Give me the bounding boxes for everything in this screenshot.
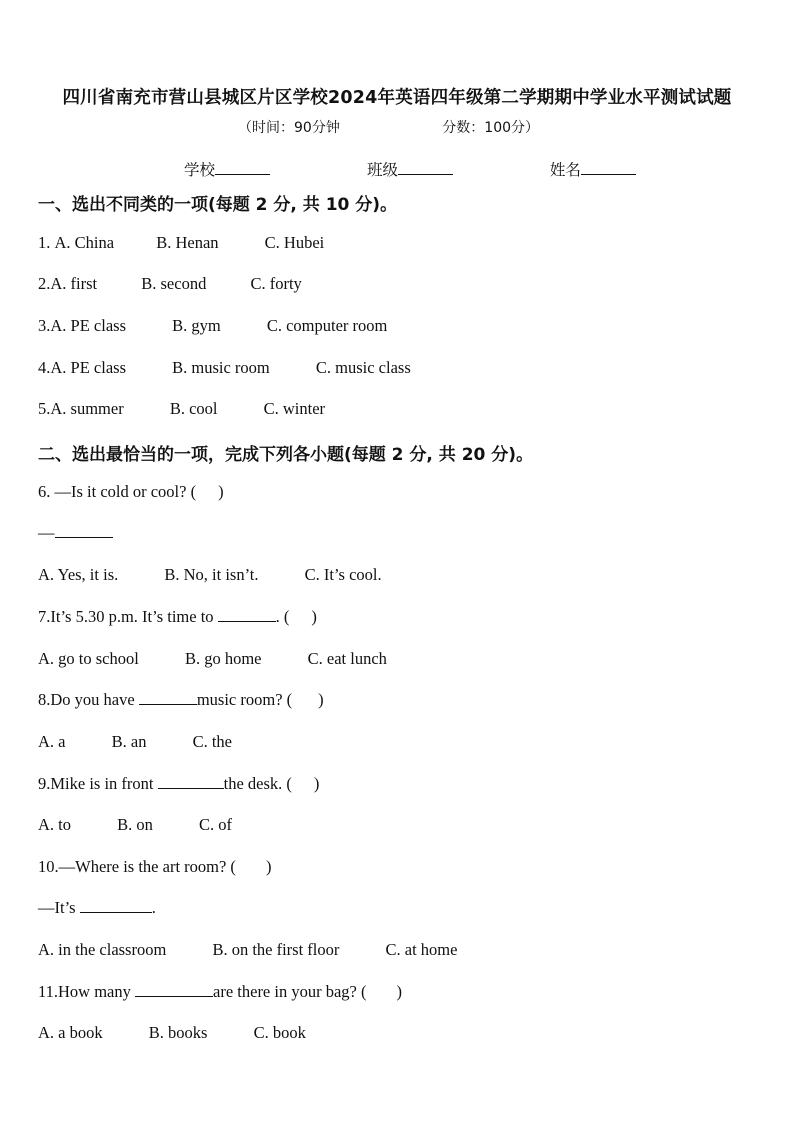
question-stem: 10.—Where is the art room? (	[38, 857, 236, 876]
close-paren: )	[396, 982, 402, 1001]
option-c[interactable]: C. forty	[250, 274, 302, 293]
exam-subtitle	[238, 117, 539, 137]
question-number: 2.	[38, 274, 51, 293]
option-b[interactable]: B. gym	[172, 316, 221, 335]
question-11	[38, 982, 402, 1002]
option-b[interactable]: B. books	[148, 1023, 208, 1042]
question-stem: 8.Do you have	[38, 690, 135, 709]
answer-blank[interactable]	[158, 774, 224, 789]
option-c[interactable]: C. at home	[385, 940, 458, 959]
question-8-options	[38, 732, 232, 752]
question-stem-end: the desk. (	[223, 774, 292, 793]
question-2	[38, 274, 302, 294]
answer-blank[interactable]	[55, 523, 113, 538]
question-10-answer-line	[38, 898, 156, 918]
close-paren: )	[311, 607, 317, 626]
class-field	[367, 158, 453, 180]
section-1-heading: 一、选出不同类的一项(每题 2 分, 共 10 分)。	[38, 195, 398, 215]
option-c[interactable]: C. music class	[315, 358, 411, 377]
question-6	[38, 482, 224, 502]
option-a[interactable]: A. to	[38, 815, 71, 834]
option-c[interactable]: C. computer room	[266, 316, 388, 335]
name-field	[550, 158, 636, 180]
school-label: 学校	[184, 161, 216, 179]
class-label: 班级	[366, 161, 398, 179]
option-a[interactable]: A. PE class	[50, 358, 126, 377]
name-blank[interactable]	[581, 160, 636, 175]
question-10-options	[38, 940, 457, 960]
answer-blank[interactable]	[218, 607, 276, 622]
option-a[interactable]: A. summer	[50, 399, 124, 418]
name-label: 姓名	[549, 161, 581, 179]
question-stem: 9.Mike is in front	[38, 774, 154, 793]
option-a[interactable]: A. Yes, it is.	[38, 565, 119, 584]
option-b[interactable]: B. on	[117, 815, 153, 834]
dialogue-text: —It’s	[38, 898, 76, 917]
question-number: 4.	[38, 358, 51, 377]
class-blank[interactable]	[398, 160, 453, 175]
option-c[interactable]: C. eat lunch	[307, 649, 387, 668]
option-c[interactable]: C. book	[253, 1023, 306, 1042]
option-b[interactable]: B. an	[111, 732, 147, 751]
option-b[interactable]: B. Henan	[156, 233, 219, 252]
dialogue-end: .	[151, 898, 156, 917]
dialogue-dash: —	[38, 523, 55, 542]
question-7	[38, 607, 317, 627]
question-number: 3.	[38, 316, 51, 335]
option-c[interactable]: C. It’s cool.	[304, 565, 382, 584]
option-a[interactable]: A. a book	[38, 1023, 103, 1042]
option-b[interactable]: B. go home	[184, 649, 262, 668]
question-7-options	[38, 649, 387, 669]
option-a[interactable]: A. in the classroom	[38, 940, 167, 959]
close-paren: )	[318, 690, 324, 709]
option-c[interactable]: C. the	[192, 732, 233, 751]
close-paren: )	[313, 774, 320, 793]
option-c[interactable]: C. of	[199, 815, 233, 834]
question-number: 5.	[38, 399, 51, 418]
question-number: 1.	[38, 233, 51, 252]
question-stem: 6. —Is it cold or cool? (	[38, 482, 197, 501]
option-c[interactable]: C. winter	[263, 399, 326, 418]
question-8	[38, 690, 324, 710]
question-stem-end: . (	[275, 607, 290, 626]
question-11-options	[38, 1023, 306, 1043]
close-paren: )	[265, 857, 272, 876]
option-b[interactable]: B. No, it isn’t.	[164, 565, 259, 584]
question-3	[38, 316, 387, 336]
option-b[interactable]: B. on the first floor	[212, 940, 340, 959]
option-b[interactable]: B. music room	[172, 358, 270, 377]
answer-blank[interactable]	[139, 690, 197, 705]
option-c[interactable]: C. Hubei	[264, 233, 325, 252]
exam-title: 四川省南充市营山县城区片区学校2024年英语四年级第二学期期中学业水平测试试题	[62, 88, 732, 108]
school-blank[interactable]	[215, 160, 270, 175]
section-2-heading: 二、选出最恰当的一项，完成下列各小题(每题 2 分, 共 20 分)。	[38, 445, 534, 465]
option-a[interactable]: A. PE class	[50, 316, 126, 335]
question-9-options	[38, 815, 232, 835]
total-score: 分数：100分）	[442, 120, 540, 136]
school-field	[184, 158, 270, 180]
question-stem-end: music room? (	[196, 690, 293, 709]
question-10	[38, 857, 271, 877]
answer-blank[interactable]	[135, 982, 213, 997]
option-a[interactable]: A. China	[54, 233, 115, 252]
question-stem: 11.How many	[38, 982, 131, 1001]
option-b[interactable]: B. second	[141, 274, 207, 293]
question-stem: 7.It’s 5.30 p.m. It’s time to	[38, 607, 214, 626]
question-5	[38, 399, 325, 419]
option-a[interactable]: A. go to school	[38, 649, 139, 668]
answer-blank[interactable]	[80, 898, 152, 913]
question-4	[38, 358, 411, 378]
option-a[interactable]: A. first	[50, 274, 98, 293]
question-stem-end: are there in your bag? (	[213, 982, 367, 1001]
question-1	[38, 233, 324, 253]
option-b[interactable]: B. cool	[169, 399, 218, 418]
student-info-fields	[184, 158, 636, 180]
question-9	[38, 774, 319, 794]
question-6-answer-line	[38, 523, 113, 543]
close-paren: )	[218, 482, 224, 501]
question-6-options	[38, 565, 382, 585]
time-limit: （时间：90分钟	[238, 120, 340, 136]
option-a[interactable]: A. a	[38, 732, 66, 751]
